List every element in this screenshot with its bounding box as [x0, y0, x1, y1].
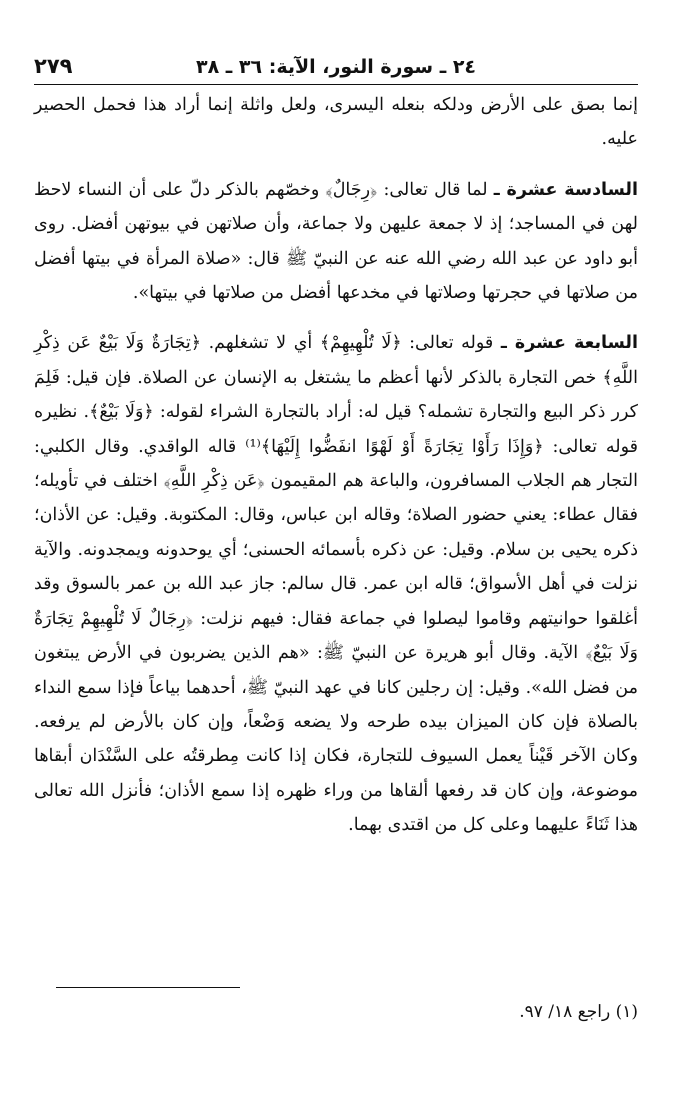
footnote-rule [56, 987, 240, 988]
page-number: ٢٧٩ [34, 54, 73, 78]
paragraph-sixteenth [34, 173, 638, 311]
section-heading-seventeenth: السابعة عشرة ـ [500, 333, 638, 354]
footnote: (١) راجع ١٨/ ٩٧. [519, 1002, 638, 1022]
paragraph-sixteenth-text: لما قال تعالى: ﴿رِجَالٌ﴾ وخصّهم بالذكر دلّ على أن النساء لاحظ لهن في المساجد؛ إذ لا جمعة عليهن ولا جماعة، وأن صلاتهن في بيوتهن أفضل. روى أبو داود عن عبد الله رضي الله عنه عن النبيّ ﷺ قال: «صلاة المرأة في بيتها أفضل من صلاتها في حجرتها وصلاتها في مخدعها أفضل من صلاتها في بيتها». [34, 179, 638, 304]
paragraph-continuation: إنما بصق على الأرض ودلكه بنعله اليسرى، ولعل واثلة إنما أراد هذا فحمل الحصير عليه. [34, 95, 638, 150]
main-text [34, 88, 638, 843]
paragraph-seventeenth [34, 326, 638, 842]
running-header [34, 48, 638, 82]
paragraph-seventeenth-text: قوله تعالى: ﴿لَا تُلْهِيهِمْ﴾ أي لا تشغلهم. ﴿تِجَارَةٌ وَلَا بَيْعٌ عَن ذِكْرِ اللَّهِ﴾ خص التجارة بالذكر لأنها أعظم ما يشتغل به الإنسان عن الصلاة. فإن قيل: فَلِمَ كرر ذكر البيع والتجارة تشمله؟ قيل له: أراد بالتجارة الشراء لقوله: ﴿وَلَا بَيْعٌ﴾. نظيره قوله تعالى: ﴿وَإِذَا رَأَوْا تِجَارَةً أَوْ لَهْوًا انفَضُّوا إِلَيْهَا﴾⁽¹⁾ قاله الواقدي. وقال الكلبي: التجار هم الجلاب المسافرون، والباعة هم المقيمون ﴿عَن ذِكْرِ اللَّهِ﴾ اختلف في تأويله؛ فقال عطاء: يعني حضور الصلاة؛ وقاله ابن عباس، وقال: المكتوبة. وقيل: عن الأذان؛ ذكره يحيى بن سلام. وقيل: عن ذكره بأسمائه الحسنى؛ أي يوحدونه ويمجدونه. والآية نزلت في أهل الأسواق؛ قاله ابن عمر. قال سالم: جاز عبد الله بن عمر بالسوق وقد أغلقوا حوانيتهم وقاموا ليصلوا في جماعة فقال: فيهم نزلت: ﴿رِجَالٌ لَا تُلْهِيهِمْ تِجَارَةٌ وَلَا بَيْعٌ﴾ الآية. وقال أبو هريرة عن النبيّ ﷺ: «هم الذين يضربون في الأرض يبتغون من فضل الله». وقيل: إن رجلين كانا في عهد النبيّ ﷺ، أحدهما بياعاً فإذا سمع النداء بالصلاة فإن كان الميزان بيده طرحه ولا يضعه وَضْعاً، وإن كان بالأرض لم يرفعه. وكان الآخر قَيْناً يعمل السيوف للتجارة، فكان إذا كانت مِطرقتُه على السَّنْدَان أبقاها موضوعة، وإن كان قد رفعها ألقاها من وراء ظهره إذا سمع الأذان؛ فأنزل الله تعالى هذا ثَنَاءً عليهما وعلى كل من اقتدى بهما. [34, 333, 638, 836]
header-rule [34, 84, 638, 85]
header-title: ٢٤ ـ سورة النور، الآية: ٣٦ ـ ٣٨ [195, 56, 477, 78]
section-heading-sixteenth: السادسة عشرة ـ [493, 179, 638, 200]
